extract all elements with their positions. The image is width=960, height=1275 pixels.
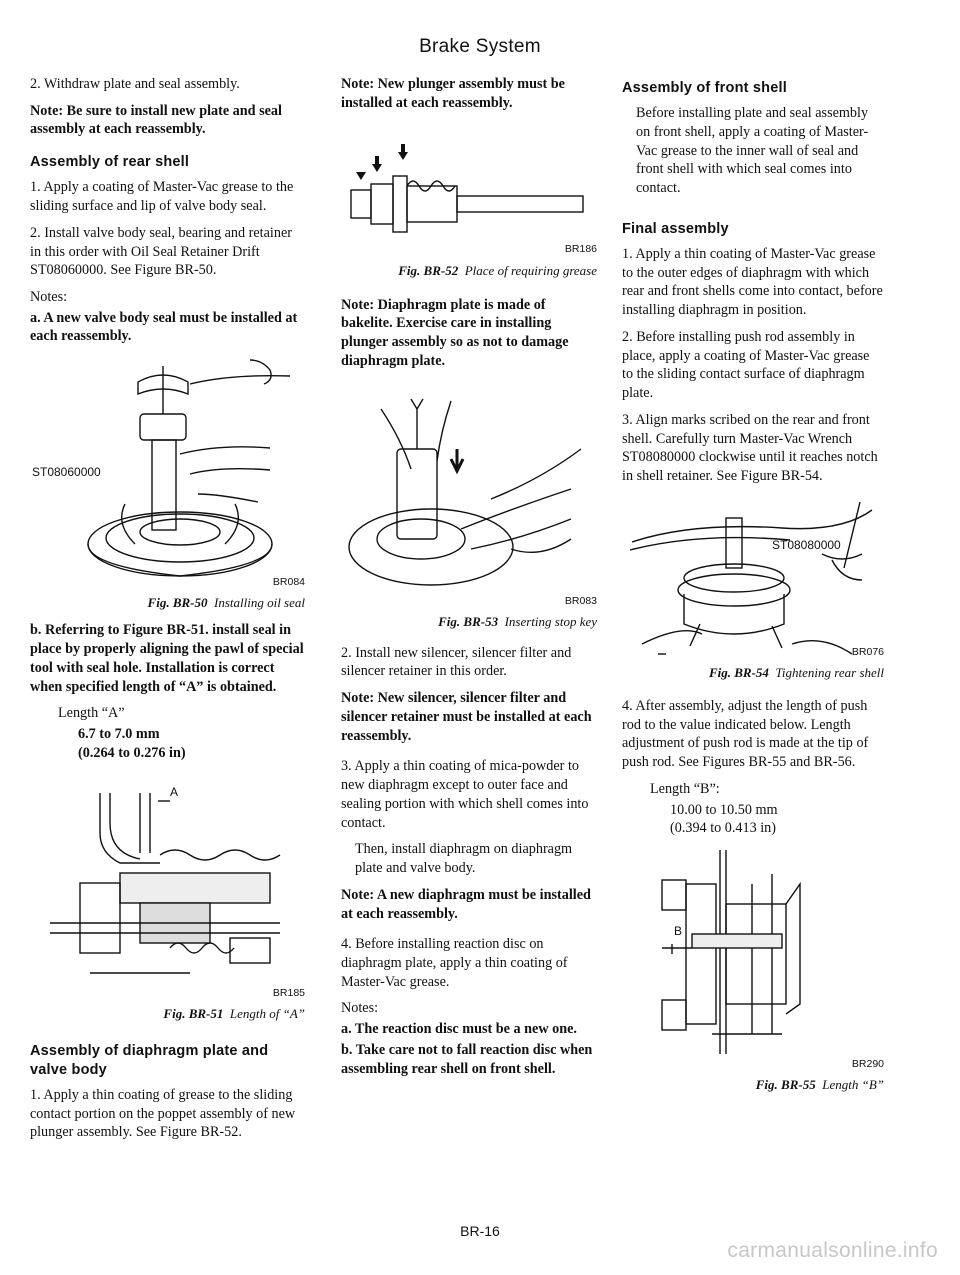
- rear-step-1: 1. Apply a coating of Master-Vac grease to the sliding surface and lip of valve body seal.: [30, 179, 294, 215]
- figure-callout: A: [170, 784, 179, 799]
- caption-br-54: [622, 664, 884, 681]
- caption-title: Installing oil seal: [214, 595, 305, 611]
- length-a-mm: 6.7 to 7.0 mm: [78, 726, 160, 743]
- final-step-3: 3. Align marks scribed on the rear and front shell. Carefully turn Master-Vac Wrench ST08080000 clockwise until it reaches notch in shell retainer. See Figure BR-54.: [622, 411, 878, 484]
- caption-title: Length “B”: [822, 1077, 884, 1093]
- length-a-in: (0.264 to 0.276 in): [78, 744, 186, 761]
- note-new-diaphragm: [341, 886, 597, 923]
- watermark: carmanualsonline.info: [727, 1239, 938, 1263]
- final-step-4: 4. After assembly, adjust the length of push rod to the value indicated below. Length adjustment of push rod is made at the tip of push rod. See Figures BR-55 and BR-56.: [622, 697, 869, 771]
- notes-label: Notes:: [341, 1000, 379, 1017]
- step-3-continued: Then, install diaphragm on diaphragm plate and valve body.: [355, 841, 573, 877]
- note-label: Note:: [30, 102, 64, 119]
- caption-br-52: [341, 262, 597, 279]
- caption-title: Inserting stop key: [504, 613, 597, 629]
- figure-br-52: [341, 120, 597, 260]
- figure-br-51: [30, 773, 305, 1003]
- note-diaphragm: [341, 296, 597, 371]
- step-withdraw: 2. Withdraw plate and seal assembly.: [30, 76, 240, 92]
- figure-code: BR083: [564, 594, 597, 607]
- figure-code: BR084: [272, 576, 305, 589]
- note-text: Be sure to install new plate and seal assembly at each reassembly.: [30, 102, 282, 138]
- step-3: 3. Apply a thin coating of mica-powder to new diaphragm except to outer face and sealing portion with which shell comes into contact.: [341, 758, 589, 831]
- plunger-grease-illustration: [341, 120, 597, 260]
- figure-code: BR185: [272, 986, 305, 999]
- section-final-assembly: Final assembly: [622, 220, 729, 237]
- note-a: a. The reaction disc must be a new one.: [341, 1021, 577, 1038]
- figure-callout: ST08060000: [32, 465, 101, 480]
- rear-shell-tightening-illustration: [622, 494, 884, 662]
- note-text: Diaphragm plate is made of bakelite. Exercise care in installing plunger assembly so as not to damage diaphragm plate.: [341, 296, 569, 369]
- figure-br-53: [341, 379, 597, 611]
- caption-br-50: [30, 594, 305, 611]
- step-2: 2. Install new silencer, silencer filter and silencer retainer in this order.: [341, 644, 572, 680]
- page-title: Brake System: [419, 36, 541, 57]
- caption-title: Tightening rear shell: [775, 664, 884, 680]
- caption-br-53: [341, 613, 597, 630]
- caption-number: Fig. BR-50: [147, 595, 208, 611]
- diaphragm-step-1: 1. Apply a thin coating of grease to the sliding contact portion on the poppet assembly of new plunger assembly. See Figure BR-52.: [30, 1086, 296, 1141]
- caption-number: Fig. BR-51: [163, 1005, 224, 1021]
- note-plate: [30, 102, 305, 139]
- note-label: Note:: [341, 296, 375, 313]
- figure-code: BR186: [564, 242, 597, 255]
- note-a: a. A new valve body seal must be installed at each reassembly.: [30, 309, 298, 345]
- caption-number: Fig. BR-52: [398, 263, 459, 279]
- column-middle: [341, 75, 597, 1086]
- front-shell-text: Before installing plate and seal assembly on front shell, apply a coating of Master-Vac grease to the inner wall of seal and front shell with which seal comes into contact.: [636, 105, 869, 197]
- caption-number: Fig. BR-53: [438, 613, 499, 629]
- column-left: [30, 75, 305, 1150]
- length-b-label: Length “B”:: [650, 780, 720, 797]
- section-front-shell: Assembly of front shell: [622, 80, 787, 96]
- length-b-in: (0.394 to 0.413 in): [670, 820, 777, 837]
- length-a-label: Length “A”: [58, 705, 125, 722]
- note-text: New plunger assembly must be installed at each reassembly.: [341, 76, 565, 111]
- caption-title: Length of “A”: [229, 1005, 305, 1021]
- final-step-1: 1. Apply a thin coating of Master-Vac grease to the outer edges of diaphragm with which rear and front shells come into contact, before installing diaphragm in position.: [622, 245, 883, 319]
- caption-br-55: [622, 1076, 884, 1093]
- note-label: Note:: [341, 76, 375, 92]
- caption-br-51: [30, 1005, 305, 1022]
- note-b: b. Take care not to fall reaction disc when assembling rear shell on front shell.: [341, 1041, 593, 1077]
- stop-key-insertion-illustration: [341, 379, 597, 611]
- length-b-section-illustration: [622, 844, 884, 1074]
- rear-step-2: 2. Install valve body seal, bearing and retainer in this order with Oil Seal Retainer Drift ST08060000. See Figure BR-50.: [30, 224, 292, 279]
- note-text: New silencer, silencer filter and silencer retainer must be installed at each reassembly.: [341, 690, 592, 744]
- column-right: [622, 75, 884, 1103]
- section-rear-shell: Assembly of rear shell: [30, 154, 190, 171]
- caption-title: Place of requiring grease: [464, 263, 597, 279]
- length-a-section-illustration: [30, 773, 305, 1003]
- note-silencer: [341, 689, 597, 745]
- note-b: b. Referring to Figure BR-51. install seal in place by properly aligning the pawl of special tool with seal hole. Installation is correct when specified length of “A” is obtained.: [30, 622, 304, 695]
- caption-number: Fig. BR-54: [708, 664, 769, 680]
- note-label: Note:: [341, 690, 375, 707]
- step-4: 4. Before installing reaction disc on diaphragm plate, apply a thin coating of Master-Vac grease.: [341, 936, 568, 990]
- length-b-mm: 10.00 to 10.50 mm: [670, 801, 778, 818]
- notes-label: Notes:: [30, 289, 68, 305]
- figure-br-55: [622, 844, 884, 1074]
- figure-code: BR290: [851, 1058, 884, 1071]
- figure-br-50: [30, 354, 305, 592]
- figure-code: BR076: [851, 645, 884, 658]
- figure-callout: B: [674, 924, 683, 939]
- section-diaphragm: Assembly of diaphragm plate and valve body: [30, 1042, 269, 1078]
- note-plunger: [341, 75, 597, 112]
- page-number: BR-16: [460, 1223, 500, 1239]
- figure-callout: ST08080000: [772, 537, 841, 552]
- final-step-2: 2. Before installing push rod assembly in place, apply a coating of Master-Vac grease to the sliding contact surface of diaphragm plate.: [622, 328, 870, 402]
- figure-br-54: [622, 494, 884, 662]
- note-text: A new diaphragm must be installed at each reassembly.: [341, 886, 591, 922]
- note-label: Note:: [341, 886, 375, 903]
- caption-number: Fig. BR-55: [755, 1077, 816, 1093]
